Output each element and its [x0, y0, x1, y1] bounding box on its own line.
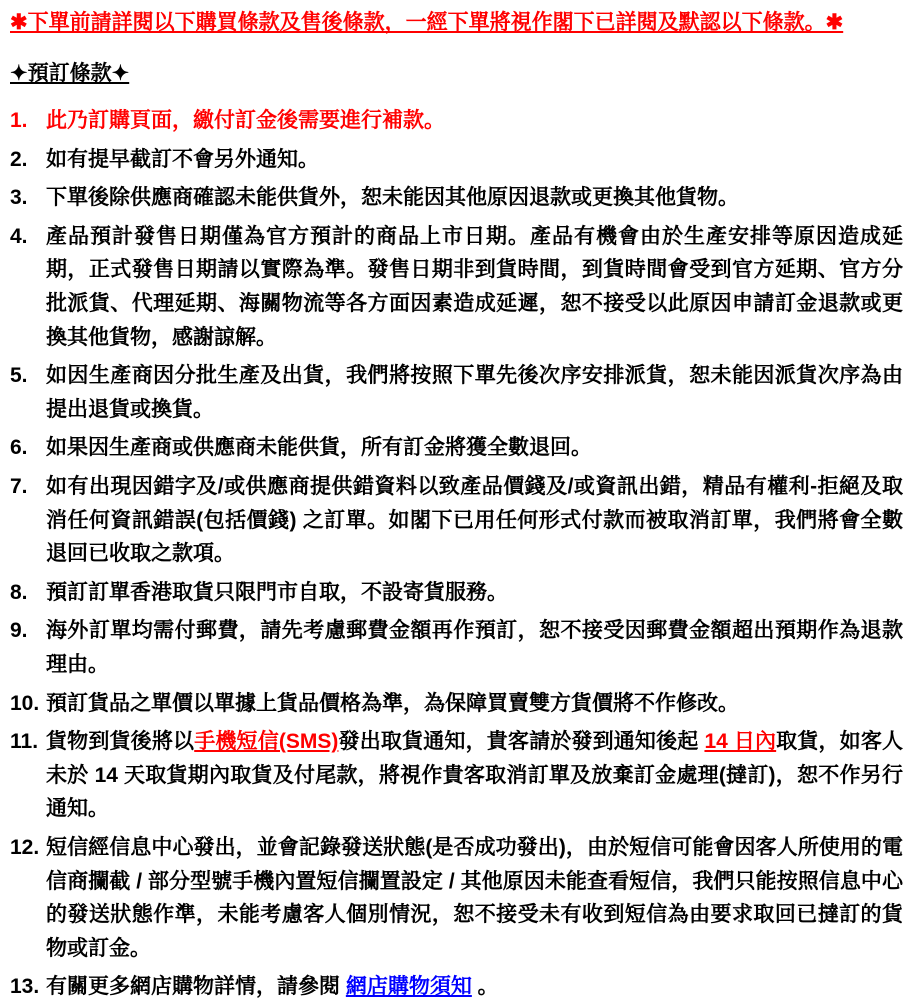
- term-number: 6.: [10, 436, 28, 460]
- term-number: 9.: [10, 619, 28, 643]
- term-text: [46, 431, 903, 465]
- term-segment: 有關更多網店購物詳情，請參閱: [46, 975, 346, 999]
- preorder-terms-heading: ✦預訂條款✦: [10, 61, 130, 85]
- term-item-13: [10, 970, 903, 1004]
- term-number: 12.: [10, 835, 40, 859]
- term-number: 13.: [10, 975, 40, 999]
- term-segment: 海外訂單均需付郵費，請先考慮郵費金額再作預訂，恕不接受因郵費金額超出預期作為退款理由。: [46, 619, 903, 676]
- term-segment: 。: [471, 975, 499, 999]
- term-text: [46, 470, 903, 571]
- term-item-6: [10, 431, 903, 465]
- term-item-3: [10, 181, 903, 215]
- highlighted-text: 14 日內: [704, 730, 777, 754]
- term-number: 10.: [10, 691, 40, 715]
- term-segment: 取貨，如客人未於 14 天取貨期內取貨及付尾款，將視作貴客取消訂單及放棄訂金處理(撻訂)，恕不作另行通知。: [46, 730, 904, 821]
- term-segment: 如有出現因錯字及/或供應商提供錯資料以致產品價錢及/或資訊出錯，精品有權利-拒絕及取消任何資訊錯誤(包括價錢) 之訂單。如閣下已用任何形式付款而被取消訂單，我們將會全數退回已收取之款項。: [46, 474, 903, 566]
- term-item-7: [10, 470, 903, 571]
- term-item-12: [10, 831, 903, 965]
- term-text: [46, 970, 903, 1004]
- term-segment: 預訂貨品之單價以單據上貨品價格為準，為保障買賣雙方貨價將不作修改。: [46, 691, 739, 715]
- highlighted-text: 手機短信(SMS): [194, 730, 339, 754]
- term-text: [46, 359, 903, 426]
- term-segment: 貨物到貨後將以: [46, 730, 195, 754]
- term-segment: 發出取貨通知，貴客請於發到通知後起: [338, 730, 705, 754]
- term-item-8: [10, 576, 903, 610]
- term-item-4: [10, 220, 903, 354]
- term-segment: 此乃訂購頁面，繳付訂金後需要進行補款。: [46, 109, 445, 133]
- term-number: 5.: [10, 364, 28, 388]
- term-text: [46, 143, 903, 177]
- term-segment: 下單後除供應商確認未能供貨外，恕未能因其他原因退款或更換其他貨物。: [46, 186, 739, 210]
- term-text: [46, 220, 903, 354]
- term-text: [46, 831, 903, 965]
- term-number: 3.: [10, 186, 28, 210]
- term-number: 7.: [10, 474, 28, 498]
- term-number: 1.: [10, 109, 28, 133]
- term-item-5: [10, 359, 903, 426]
- term-item-2: [10, 143, 903, 177]
- term-text: [46, 687, 903, 721]
- term-text: [46, 614, 903, 681]
- term-text: [46, 576, 903, 610]
- term-item-9: [10, 614, 903, 681]
- term-segment: 如因生產商因分批生產及出貨，我們將按照下單先後次序安排派貨，恕未能因派貨次序為由提出退貨或換貨。: [46, 364, 903, 421]
- term-segment: 如有提早截訂不會另外通知。: [46, 147, 319, 171]
- term-segment: 產品預計發售日期僅為官方預計的商品上市日期。產品有機會由於生產安排等原因造成延期，正式發售日期請以實際為準。發售日期非到貨時間，到貨時間會受到官方延期、官方分批派貨、代理延期、海關物流等各方面因素造成延遲，恕不接受以此原因申請訂金退款或更換其他貨物，感謝諒解。: [46, 224, 903, 349]
- term-text: [46, 104, 903, 138]
- term-number: 4.: [10, 224, 28, 248]
- terms-list: [10, 104, 903, 1004]
- term-text: [46, 725, 903, 826]
- term-item-1: [10, 104, 903, 138]
- term-item-11: [10, 725, 903, 826]
- term-segment: 如果因生產商或供應商未能供貨，所有訂金將獲全數退回。: [46, 436, 592, 460]
- store-shopping-guide-link[interactable]: 網店購物須知: [345, 975, 472, 999]
- term-number: 8.: [10, 580, 28, 604]
- document-title: ✱下單前請詳閱以下購買條款及售後條款，一經下單將視作閣下已詳閱及默認以下條款。✱: [10, 11, 844, 34]
- term-segment: 短信經信息中心發出，並會記錄發送狀態(是否成功發出)，由於短信可能會因客人所使用的電信商攔截 / 部分型號手機內置短信攔置設定 / 其他原因未能查看短信，我們只能按照信息中心的發送狀態作準，未能考慮客人個別情況，恕不接受未有收到短信為由要求取回已撻訂的貨物或訂金。: [46, 835, 903, 960]
- term-item-10: [10, 687, 903, 721]
- term-number: 11.: [10, 730, 39, 754]
- term-number: 2.: [10, 147, 28, 171]
- term-text: [46, 181, 903, 215]
- term-segment: 預訂訂單香港取貨只限門市自取，不設寄貨服務。: [46, 580, 508, 604]
